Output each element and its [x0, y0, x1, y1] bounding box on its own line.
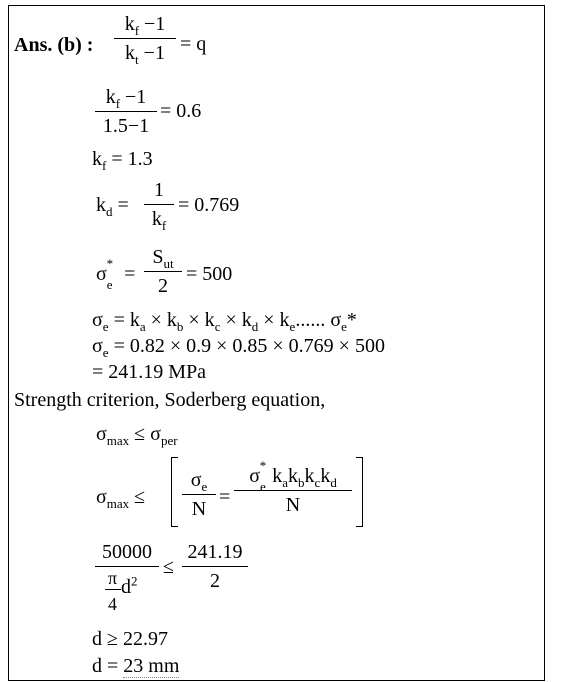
eq2-rhs: = 0.6	[160, 100, 202, 122]
criterion-text: Strength criterion, Soderberg equation,	[14, 389, 326, 411]
eq11-op: ≤	[163, 556, 174, 578]
eq8: = 241.19 MPa	[92, 361, 207, 383]
eq3: $k_f = 1.3$	[92, 148, 153, 173]
eq1-fraction: $k_f -1$ $k_t -1$	[114, 14, 176, 63]
eq12: d ≥ 22.97	[92, 628, 168, 650]
eq1-rhs: = q	[180, 33, 207, 55]
eq4-rhs: = 0.769	[178, 194, 240, 216]
eq5-lhs: $\sigma_e^*$ =	[96, 256, 136, 292]
eq9: $\sigma_{max} \le \sigma_{per}$	[96, 423, 178, 448]
eq10-fraction1: $\sigma_e$ N	[182, 470, 216, 519]
eq11-fraction-right: 241.19 2	[182, 542, 248, 591]
left-bracket	[171, 457, 178, 527]
eq2-fraction: $k_f -1$ 1.5−1	[95, 87, 157, 136]
eq11-fraction-left: 50000 π 4 $d^2$	[95, 542, 159, 619]
eq6: $\sigma_e = k_a \times k_b \times k_c \times k_d \times k_e$...... $\sigma_e*$	[92, 309, 357, 334]
final-answer: 23 mm	[123, 655, 180, 677]
right-bracket	[356, 457, 363, 527]
eq10-eq: =	[219, 486, 231, 508]
eq10-lhs: $\sigma_{max}$ ≤	[96, 486, 146, 511]
eq10-fraction2: $\sigma_e^*$ $k_ak_bk_ck_d$ N	[234, 466, 352, 515]
eq4-fraction: 1 $k_f$	[144, 180, 174, 229]
eq13: d = 23 mm	[92, 655, 180, 677]
eq5-fraction: $S_{ut}$ 2	[144, 247, 182, 296]
eq4-lhs: $k_d$ =	[96, 194, 129, 219]
answer-label: Ans. (b) :	[14, 34, 94, 56]
eq7: $\sigma_e = 0.82 \times 0.9 \times 0.85 \times 0.769 \times 500$	[92, 335, 385, 360]
eq5-rhs: = 500	[186, 263, 233, 285]
